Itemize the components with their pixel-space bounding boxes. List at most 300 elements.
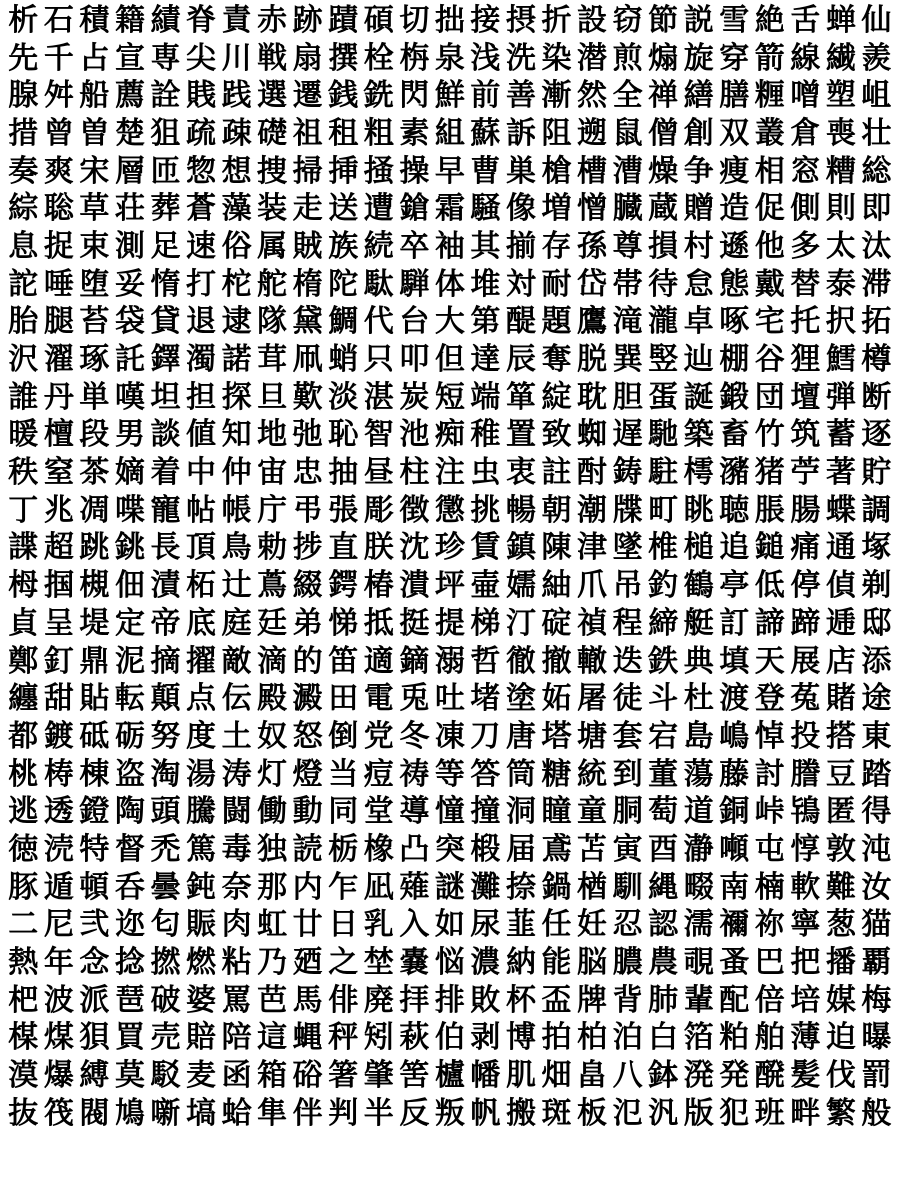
glyph-row bbox=[6, 1095, 894, 1133]
glyph: 説 bbox=[683, 2, 714, 38]
glyph: 霜 bbox=[434, 191, 465, 227]
glyph: 多 bbox=[790, 228, 821, 264]
glyph: 兆 bbox=[43, 492, 74, 528]
glyph: 縄 bbox=[648, 869, 679, 905]
glyph: 搬 bbox=[505, 1095, 536, 1131]
glyph: 卓 bbox=[683, 304, 714, 340]
glyph: 曹 bbox=[470, 153, 501, 189]
glyph: 韮 bbox=[505, 907, 536, 943]
glyph: 鍋 bbox=[541, 869, 572, 905]
glyph: 蝶 bbox=[825, 492, 856, 528]
glyph: 乳 bbox=[363, 907, 394, 943]
glyph: 播 bbox=[825, 945, 856, 981]
glyph: 薄 bbox=[790, 1020, 821, 1056]
glyph: 檀 bbox=[43, 417, 74, 453]
glyph: 籍 bbox=[114, 2, 145, 38]
glyph: 蜘 bbox=[577, 417, 608, 453]
glyph: 然 bbox=[577, 78, 608, 114]
glyph: 耽 bbox=[577, 379, 608, 415]
glyph: 只 bbox=[363, 342, 394, 378]
glyph: 認 bbox=[648, 907, 679, 943]
glyph: 鳩 bbox=[114, 1095, 145, 1131]
glyph: 曾 bbox=[43, 115, 74, 151]
glyph: 典 bbox=[683, 643, 714, 679]
glyph: 蓄 bbox=[825, 417, 856, 453]
glyph: 棚 bbox=[719, 342, 750, 378]
glyph: 艇 bbox=[683, 605, 714, 641]
glyph: 遭 bbox=[363, 191, 394, 227]
glyph: 聴 bbox=[719, 492, 750, 528]
glyph: 蛤 bbox=[221, 1095, 252, 1131]
glyph: 妊 bbox=[577, 907, 608, 943]
glyph: 纏 bbox=[8, 681, 39, 717]
glyph: 淘 bbox=[150, 756, 181, 792]
glyph: 宙 bbox=[257, 455, 288, 491]
glyph: 鮮 bbox=[434, 78, 465, 114]
glyph: 呑 bbox=[114, 869, 145, 905]
glyph: 袖 bbox=[434, 228, 465, 264]
glyph: 鍛 bbox=[719, 379, 750, 415]
glyph: 糟 bbox=[825, 153, 856, 189]
glyph: 惇 bbox=[790, 831, 821, 867]
glyph: 南 bbox=[719, 869, 750, 905]
glyph: 煤 bbox=[43, 1020, 74, 1056]
glyph-row bbox=[6, 115, 894, 153]
glyph: 岨 bbox=[861, 78, 892, 114]
glyph: 妬 bbox=[541, 681, 572, 717]
glyph: 騨 bbox=[399, 266, 430, 302]
glyph: 繁 bbox=[825, 1095, 856, 1131]
glyph: 板 bbox=[577, 1095, 608, 1131]
glyph: 舌 bbox=[790, 2, 821, 38]
glyph: 赤 bbox=[257, 2, 288, 38]
glyph: 岱 bbox=[577, 266, 608, 302]
glyph: 痴 bbox=[434, 417, 465, 453]
glyph: 塙 bbox=[186, 1095, 217, 1131]
glyph: 速 bbox=[186, 228, 217, 264]
glyph: 度 bbox=[186, 718, 217, 754]
glyph: 鷹 bbox=[577, 304, 608, 340]
glyph: 逃 bbox=[8, 794, 39, 830]
glyph: 偵 bbox=[825, 568, 856, 604]
glyph: 寅 bbox=[612, 831, 643, 867]
glyph: 折 bbox=[541, 2, 572, 38]
glyph: 接 bbox=[470, 2, 501, 38]
glyph: 遡 bbox=[577, 115, 608, 151]
glyph: 笛 bbox=[328, 643, 359, 679]
glyph: 責 bbox=[221, 2, 252, 38]
glyph: 川 bbox=[221, 40, 252, 76]
glyph: 停 bbox=[790, 568, 821, 604]
glyph: 迩 bbox=[114, 907, 145, 943]
glyph: 張 bbox=[328, 492, 359, 528]
glyph: 践 bbox=[221, 78, 252, 114]
glyph: 任 bbox=[541, 907, 572, 943]
glyph: 漕 bbox=[612, 153, 643, 189]
glyph: 到 bbox=[612, 756, 643, 792]
glyph: 凋 bbox=[79, 492, 110, 528]
glyph: 入 bbox=[399, 907, 430, 943]
glyph: 醍 bbox=[505, 304, 536, 340]
glyph: 坦 bbox=[150, 379, 181, 415]
glyph: 綴 bbox=[292, 568, 323, 604]
glyph: 邸 bbox=[861, 605, 892, 641]
glyph: 帯 bbox=[612, 266, 643, 302]
glyph: 瞳 bbox=[541, 794, 572, 830]
glyph: 同 bbox=[328, 794, 359, 830]
glyph: 楢 bbox=[577, 869, 608, 905]
glyph: 尖 bbox=[186, 40, 217, 76]
glyph: 属 bbox=[257, 228, 288, 264]
glyph: 積 bbox=[79, 2, 110, 38]
glyph: 栴 bbox=[399, 40, 430, 76]
glyph: 遁 bbox=[43, 869, 74, 905]
glyph: 討 bbox=[754, 756, 785, 792]
glyph: 沌 bbox=[861, 831, 892, 867]
glyph: 造 bbox=[719, 191, 750, 227]
glyph: 戴 bbox=[754, 266, 785, 302]
glyph: 馴 bbox=[612, 869, 643, 905]
glyph: 宋 bbox=[79, 153, 110, 189]
glyph: 派 bbox=[79, 982, 110, 1018]
glyph: 船 bbox=[79, 78, 110, 114]
glyph: 捺 bbox=[505, 869, 536, 905]
glyph: 東 bbox=[861, 718, 892, 754]
glyph: 悌 bbox=[328, 605, 359, 641]
glyph: 遅 bbox=[612, 417, 643, 453]
glyph: 碇 bbox=[541, 605, 572, 641]
glyph: 族 bbox=[328, 228, 359, 264]
glyph: 栂 bbox=[8, 568, 39, 604]
glyph: 湯 bbox=[186, 756, 217, 792]
glyph: 添 bbox=[861, 643, 892, 679]
glyph: 乍 bbox=[328, 869, 359, 905]
glyph: 抜 bbox=[8, 1095, 39, 1131]
glyph: 博 bbox=[505, 1020, 536, 1056]
glyph: 秤 bbox=[328, 1020, 359, 1056]
glyph: 蛋 bbox=[648, 379, 679, 415]
glyph: 党 bbox=[363, 718, 394, 754]
glyph: 他 bbox=[754, 228, 785, 264]
glyph: 嬬 bbox=[505, 568, 536, 604]
glyph: 灯 bbox=[257, 756, 288, 792]
glyph: 腸 bbox=[790, 492, 821, 528]
glyph: 耐 bbox=[541, 266, 572, 302]
glyph: 突 bbox=[434, 831, 465, 867]
glyph: 寧 bbox=[790, 907, 821, 943]
glyph: 筑 bbox=[790, 417, 821, 453]
glyph: 敦 bbox=[825, 831, 856, 867]
glyph: 楠 bbox=[754, 869, 785, 905]
glyph: 捉 bbox=[43, 228, 74, 264]
glyph: 版 bbox=[683, 1095, 714, 1131]
glyph: 剥 bbox=[470, 1020, 501, 1056]
glyph: 櫨 bbox=[434, 1058, 465, 1094]
glyph: 貼 bbox=[79, 681, 110, 717]
glyph: 濡 bbox=[683, 907, 714, 943]
glyph: 谷 bbox=[754, 342, 785, 378]
glyph: 毒 bbox=[221, 831, 252, 867]
glyph: 燈 bbox=[292, 756, 323, 792]
glyph: 待 bbox=[648, 266, 679, 302]
glyph: 閥 bbox=[79, 1095, 110, 1131]
glyph: 禿 bbox=[150, 831, 181, 867]
glyph: 波 bbox=[43, 982, 74, 1018]
glyph: 畜 bbox=[719, 417, 750, 453]
glyph: 叢 bbox=[754, 115, 785, 151]
glyph: 徳 bbox=[8, 831, 39, 867]
glyph: 層 bbox=[114, 153, 145, 189]
glyph: 淡 bbox=[328, 379, 359, 415]
glyph: 戦 bbox=[257, 40, 288, 76]
glyph: 智 bbox=[363, 417, 394, 453]
glyph-row bbox=[6, 341, 894, 379]
glyph: 粕 bbox=[719, 1020, 750, 1056]
glyph: 素 bbox=[399, 115, 430, 151]
glyph: 炭 bbox=[399, 379, 430, 415]
glyph: 這 bbox=[257, 1020, 288, 1056]
glyph: 秩 bbox=[8, 455, 39, 491]
glyph: 噺 bbox=[150, 1095, 181, 1131]
glyph: 撚 bbox=[150, 945, 181, 981]
glyph: 千 bbox=[43, 40, 74, 76]
glyph: 的 bbox=[292, 643, 323, 679]
glyph: 勅 bbox=[257, 530, 288, 566]
glyph: 殿 bbox=[257, 681, 288, 717]
glyph: 蹄 bbox=[790, 605, 821, 641]
glyph: 畷 bbox=[683, 869, 714, 905]
glyph: 雪 bbox=[719, 2, 750, 38]
glyph: 拝 bbox=[399, 982, 430, 1018]
glyph: 善 bbox=[505, 78, 536, 114]
glyph: 存 bbox=[541, 228, 572, 264]
glyph: 罵 bbox=[221, 982, 252, 1018]
glyph: 帳 bbox=[221, 492, 252, 528]
glyph: 擢 bbox=[186, 643, 217, 679]
glyph: 値 bbox=[186, 417, 217, 453]
glyph: 通 bbox=[825, 530, 856, 566]
glyph: 澱 bbox=[292, 681, 323, 717]
glyph: 専 bbox=[150, 40, 181, 76]
glyph-row bbox=[6, 77, 894, 115]
glyph: 側 bbox=[790, 191, 821, 227]
glyph: 暖 bbox=[8, 417, 39, 453]
glyph: 得 bbox=[861, 794, 892, 830]
glyph: 苧 bbox=[790, 455, 821, 491]
glyph: 島 bbox=[683, 718, 714, 754]
glyph: 鉄 bbox=[648, 643, 679, 679]
glyph-row bbox=[6, 454, 894, 492]
glyph: 怠 bbox=[683, 266, 714, 302]
glyph: 抽 bbox=[328, 455, 359, 491]
glyph: 泰 bbox=[825, 266, 856, 302]
glyph: 逮 bbox=[221, 304, 252, 340]
glyph: 揃 bbox=[505, 228, 536, 264]
glyph: 註 bbox=[541, 455, 572, 491]
glyph-row bbox=[6, 153, 894, 191]
glyph: 畔 bbox=[790, 1095, 821, 1131]
glyph: 狙 bbox=[150, 115, 181, 151]
glyph: 尿 bbox=[470, 907, 501, 943]
glyph: 村 bbox=[683, 228, 714, 264]
glyph: 替 bbox=[790, 266, 821, 302]
glyph-row bbox=[6, 266, 894, 304]
glyph: 則 bbox=[825, 191, 856, 227]
glyph: 綻 bbox=[541, 379, 572, 415]
glyph: 托 bbox=[790, 304, 821, 340]
glyph: 痘 bbox=[363, 756, 394, 792]
glyph: 憧 bbox=[434, 794, 465, 830]
glyph: 般 bbox=[861, 1095, 892, 1131]
glyph: 佃 bbox=[114, 568, 145, 604]
glyph: 舛 bbox=[43, 78, 74, 114]
glyph: 発 bbox=[719, 1058, 750, 1094]
glyph: 疎 bbox=[221, 115, 252, 151]
glyph: 対 bbox=[505, 266, 536, 302]
glyph: 穿 bbox=[719, 40, 750, 76]
glyph: 白 bbox=[648, 1020, 679, 1056]
glyph: 轍 bbox=[577, 643, 608, 679]
glyph: 締 bbox=[648, 605, 679, 641]
glyph: 濃 bbox=[470, 945, 501, 981]
glyph-row bbox=[6, 643, 894, 681]
glyph: 電 bbox=[363, 681, 394, 717]
glyph: 芭 bbox=[257, 982, 288, 1018]
glyph: 破 bbox=[150, 982, 181, 1018]
glyph: 訂 bbox=[719, 605, 750, 641]
glyph: 舵 bbox=[257, 266, 288, 302]
glyph: 汎 bbox=[648, 1095, 679, 1131]
glyph: 読 bbox=[292, 831, 323, 867]
glyph: 堤 bbox=[79, 605, 110, 641]
glyph: 匝 bbox=[150, 153, 181, 189]
glyph: 貞 bbox=[8, 605, 39, 641]
glyph: 屠 bbox=[577, 681, 608, 717]
glyph: 兎 bbox=[399, 681, 430, 717]
glyph: 曽 bbox=[79, 115, 110, 151]
glyph: 槍 bbox=[541, 153, 572, 189]
glyph: 潮 bbox=[577, 492, 608, 528]
glyph: 屯 bbox=[754, 831, 785, 867]
glyph: 打 bbox=[186, 266, 217, 302]
glyph: 峠 bbox=[754, 794, 785, 830]
glyph: 鯛 bbox=[328, 304, 359, 340]
glyph: 年 bbox=[43, 945, 74, 981]
glyph: 端 bbox=[470, 379, 501, 415]
glyph: 沈 bbox=[399, 530, 430, 566]
glyph: 貯 bbox=[861, 455, 892, 491]
glyph: 奪 bbox=[541, 342, 572, 378]
glyph: 寵 bbox=[150, 492, 181, 528]
glyph: 蔦 bbox=[257, 568, 288, 604]
glyph: 択 bbox=[825, 304, 856, 340]
glyph: 禅 bbox=[648, 78, 679, 114]
glyph: 貸 bbox=[150, 304, 181, 340]
glyph: 蘇 bbox=[470, 115, 501, 151]
glyph: 砥 bbox=[79, 718, 110, 754]
glyph: 箱 bbox=[257, 1058, 288, 1094]
glyph: 冬 bbox=[399, 718, 430, 754]
glyph-row bbox=[6, 718, 894, 756]
glyph-row bbox=[6, 793, 894, 831]
glyph: 相 bbox=[754, 153, 785, 189]
glyph: 顛 bbox=[150, 681, 181, 717]
glyph: 損 bbox=[648, 228, 679, 264]
glyph: 早 bbox=[434, 153, 465, 189]
glyph: 台 bbox=[399, 304, 430, 340]
glyph-row bbox=[6, 907, 894, 945]
glyph: 脊 bbox=[186, 2, 217, 38]
glyph: 汰 bbox=[861, 228, 892, 264]
glyph: 蒼 bbox=[186, 191, 217, 227]
glyph: 憎 bbox=[577, 191, 608, 227]
glyph: 帖 bbox=[186, 492, 217, 528]
glyph: 蚤 bbox=[719, 945, 750, 981]
glyph: 琶 bbox=[114, 982, 145, 1018]
glyph: 調 bbox=[861, 492, 892, 528]
glyph: 碩 bbox=[363, 2, 394, 38]
glyph: 踏 bbox=[861, 756, 892, 792]
glyph: 道 bbox=[683, 794, 714, 830]
glyph: 弐 bbox=[79, 907, 110, 943]
glyph: 池 bbox=[399, 417, 430, 453]
glyph: 萩 bbox=[399, 1020, 430, 1056]
glyph: 杷 bbox=[8, 982, 39, 1018]
glyph: 塚 bbox=[861, 530, 892, 566]
glyph: 津 bbox=[577, 530, 608, 566]
glyph: 仲 bbox=[221, 455, 252, 491]
glyph: 鋳 bbox=[612, 455, 643, 491]
glyph: 統 bbox=[577, 756, 608, 792]
glyph: 肇 bbox=[363, 1058, 394, 1094]
glyph: 凸 bbox=[399, 831, 430, 867]
glyph: 叩 bbox=[399, 342, 430, 378]
glyph-row bbox=[6, 228, 894, 266]
glyph: 氾 bbox=[612, 1095, 643, 1131]
glyph: 超 bbox=[43, 530, 74, 566]
glyph: 胴 bbox=[612, 794, 643, 830]
glyph: 恥 bbox=[328, 417, 359, 453]
glyph: 盃 bbox=[541, 982, 572, 1018]
glyph: 汝 bbox=[861, 869, 892, 905]
glyph: 喪 bbox=[825, 115, 856, 151]
glyph: 汀 bbox=[505, 605, 536, 641]
glyph: 椿 bbox=[363, 568, 394, 604]
glyph: 弔 bbox=[292, 492, 323, 528]
glyph: 綜 bbox=[8, 191, 39, 227]
glyph: 探 bbox=[221, 379, 252, 415]
glyph: 訴 bbox=[505, 115, 536, 151]
glyph: 朝 bbox=[541, 492, 572, 528]
glyph: 注 bbox=[434, 455, 465, 491]
glyph: 桃 bbox=[8, 756, 39, 792]
glyph: 斗 bbox=[648, 681, 679, 717]
glyph: 宅 bbox=[754, 304, 785, 340]
glyph: 伝 bbox=[221, 681, 252, 717]
glyph: 銑 bbox=[363, 78, 394, 114]
glyph: 駄 bbox=[363, 266, 394, 302]
glyph: 那 bbox=[257, 869, 288, 905]
glyph: 堕 bbox=[79, 266, 110, 302]
glyph: 段 bbox=[79, 417, 110, 453]
glyph: 猫 bbox=[861, 907, 892, 943]
glyph: 牌 bbox=[577, 982, 608, 1018]
glyph: 廃 bbox=[363, 982, 394, 1018]
glyph: 撰 bbox=[328, 40, 359, 76]
glyph: 燃 bbox=[186, 945, 217, 981]
glyph: 撤 bbox=[541, 643, 572, 679]
glyph: 臓 bbox=[612, 191, 643, 227]
